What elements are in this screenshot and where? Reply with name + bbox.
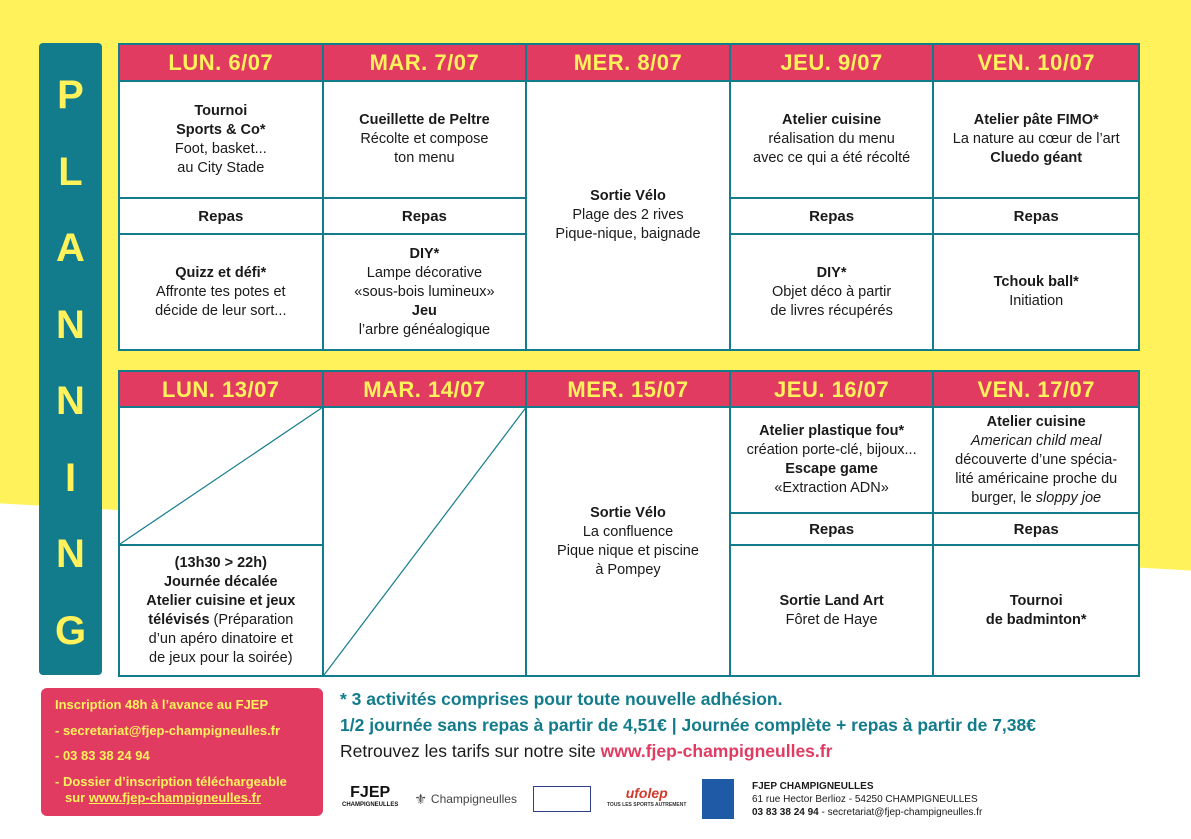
activity-fri-10-afternoon bbox=[934, 235, 1138, 349]
planning-letter: L bbox=[58, 149, 83, 194]
note-website-line bbox=[340, 738, 1160, 764]
activity-title: Atelier pâte FIMO* bbox=[973, 112, 1099, 128]
planning-letter: N bbox=[56, 379, 85, 424]
activity-fri-10-morning bbox=[934, 82, 1138, 199]
activity-title: Sortie Vélo bbox=[590, 504, 666, 521]
lunch-fri-10: Repas bbox=[934, 199, 1138, 235]
region-logo bbox=[533, 786, 591, 812]
activity-title: de badminton* bbox=[985, 611, 1087, 628]
activity-line: création porte-clé, bijoux... bbox=[746, 442, 917, 458]
contact-phone: - 03 83 38 24 94 bbox=[55, 748, 150, 763]
ufolep-logo-text: ufolep bbox=[625, 785, 668, 801]
day-header: MAR. 14/07 bbox=[324, 372, 528, 408]
lunch-fri-17: Repas bbox=[934, 514, 1138, 546]
lunch-thu-9: Repas bbox=[731, 199, 935, 235]
activity-title: Atelier plastique fou* bbox=[759, 423, 905, 439]
org-street: 61 rue Hector Berlioz - 54250 CHAMPIGNEULLES bbox=[752, 794, 978, 805]
ufolep-logo bbox=[607, 787, 686, 811]
activity-lines bbox=[146, 554, 295, 611]
activity-line: Fôret de Haye bbox=[785, 611, 878, 628]
activity-fri-17-morning bbox=[934, 408, 1138, 514]
activity-title: Cluedo géant bbox=[990, 150, 1083, 166]
activity-lines bbox=[149, 630, 293, 668]
activity-line: d’un apéro dinatoire et bbox=[148, 630, 293, 647]
org-email[interactable]: - secretariat@fjep-champigneulles.fr bbox=[818, 807, 983, 818]
activity-title: DIY* bbox=[409, 245, 440, 262]
activity-line: Objet déco à partir bbox=[771, 283, 892, 300]
day-header: LUN. 13/07 bbox=[120, 372, 324, 408]
planning-letter: N bbox=[56, 302, 85, 347]
activity-title: Sortie Land Art bbox=[779, 592, 884, 609]
activity-title: Sports & Co* bbox=[176, 121, 266, 138]
day-header: MER. 15/07 bbox=[527, 372, 731, 408]
activity-mon-6-afternoon bbox=[120, 235, 324, 349]
planning-letter: A bbox=[56, 226, 85, 271]
lunch-mon-6: Repas bbox=[120, 199, 324, 235]
week-2-table bbox=[118, 370, 1140, 677]
pricing-notes bbox=[340, 686, 1160, 764]
activity-line: découverte d’une spécia- bbox=[955, 451, 1118, 468]
fjep-logo-subtext: CHAMPIGNEULLES bbox=[342, 802, 399, 808]
activity-subtitle: American child meal bbox=[970, 432, 1102, 449]
org-contact bbox=[752, 806, 982, 819]
org-phone: 03 83 38 24 94 bbox=[752, 807, 819, 818]
activity-line: Lampe décorative bbox=[366, 264, 483, 281]
activity-title: Quizz et défi* bbox=[175, 264, 267, 281]
activity-line: La confluence bbox=[582, 523, 674, 540]
activity-line: de livres récupérés bbox=[770, 302, 893, 319]
activity-line: à Pompey bbox=[595, 561, 661, 578]
day-header: LUN. 6/07 bbox=[120, 45, 324, 82]
activity-title: Escape game bbox=[785, 461, 878, 477]
day-header: MAR. 7/07 bbox=[324, 45, 528, 82]
lunch-thu-16: Repas bbox=[731, 514, 935, 546]
activity-thu-16-morning bbox=[731, 408, 935, 514]
activity-title: Tournoi bbox=[1009, 592, 1063, 609]
contact-email[interactable]: - secretariat@fjep-champigneulles.fr bbox=[55, 722, 281, 738]
activity-title: Atelier cuisine bbox=[986, 413, 1086, 430]
activity-fri-17-afternoon bbox=[934, 546, 1138, 675]
caf-logo bbox=[702, 779, 734, 819]
address-block bbox=[752, 780, 982, 819]
activity-line: La nature au cœur de l’art bbox=[952, 131, 1120, 147]
town-crest-icon: ⚜ bbox=[414, 790, 427, 807]
lunch-tue-7: Repas bbox=[324, 199, 528, 235]
activity-mon-13-afternoon bbox=[120, 546, 324, 675]
activity-line: Foot, basket... bbox=[174, 140, 267, 157]
activity-thu-9-morning bbox=[731, 82, 935, 199]
crossed-cell-tue-14 bbox=[324, 408, 528, 675]
activity-line: Récolte et compose bbox=[360, 131, 489, 147]
activity-title: Atelier cuisine et jeux bbox=[146, 592, 296, 609]
activity-line: «sous-bois lumineux» bbox=[354, 283, 495, 300]
planning-letter: P bbox=[57, 73, 84, 117]
activity-text-bold: télévisés bbox=[148, 611, 210, 628]
activity-text: burger, le bbox=[971, 489, 1036, 506]
activity-text: (Préparation bbox=[209, 611, 294, 628]
activity-mon-6-morning bbox=[120, 82, 324, 199]
planning-letter: I bbox=[64, 455, 77, 500]
champigneulles-logo bbox=[414, 791, 517, 808]
activity-line: avec ce qui a été récolté bbox=[753, 150, 911, 166]
activity-wed-8-allday bbox=[527, 82, 731, 349]
day-header: JEU. 16/07 bbox=[731, 372, 935, 408]
registration-title: Inscription 48h à l’avance au FJEP bbox=[55, 697, 269, 712]
activity-line: l’arbre généalogique bbox=[358, 321, 491, 338]
activity-line: Pique nique et piscine bbox=[557, 542, 699, 559]
day-header: VEN. 17/07 bbox=[934, 372, 1138, 408]
activity-title: Atelier cuisine bbox=[782, 112, 882, 128]
ufolep-logo-subtext: TOUS LES SPORTS AUTREMENT bbox=[606, 802, 687, 808]
registration-site-line bbox=[55, 790, 309, 807]
activity-line: Affronte tes potes et bbox=[156, 283, 286, 300]
activity-title: Journée décalée bbox=[163, 573, 278, 590]
registration-site-link[interactable]: www.fjep-champigneulles.fr bbox=[88, 790, 261, 805]
activity-title: Jeu bbox=[411, 302, 437, 319]
partner-logos bbox=[342, 778, 742, 820]
week-1-table bbox=[118, 43, 1140, 351]
org-name: FJEP CHAMPIGNEULLES bbox=[752, 781, 874, 792]
planning-letter: N bbox=[56, 532, 85, 577]
activity-line: lité américaine proche du bbox=[955, 470, 1118, 487]
activity-title: Cueillette de Peltre bbox=[359, 112, 490, 128]
activity-line: ton menu bbox=[394, 150, 455, 166]
crossed-cell-mon-13-morning bbox=[120, 408, 324, 546]
note-pricing: 1/2 journée sans repas à partir de 4,51€ | Journée complète + repas à partir de 7,38€ bbox=[340, 715, 1036, 735]
activity-line bbox=[971, 489, 1101, 508]
activity-title: Tournoi bbox=[194, 102, 248, 119]
planning-letter: G bbox=[54, 608, 87, 653]
activity-line: réalisation du menu bbox=[768, 131, 895, 147]
champigneulles-logo-text: Champigneulles bbox=[430, 792, 517, 806]
activity-line: Plage des 2 rives bbox=[572, 207, 684, 223]
activity-title: Tchouk ball* bbox=[993, 274, 1079, 290]
activity-text-italic: sloppy joe bbox=[1035, 489, 1102, 506]
activity-line: «Extraction ADN» bbox=[774, 480, 889, 496]
website-link[interactable]: www.fjep-champigneulles.fr bbox=[600, 741, 833, 761]
fjep-logo bbox=[342, 784, 399, 811]
activity-title: (13h30 > 22h) bbox=[174, 554, 267, 571]
activity-thu-9-afternoon bbox=[731, 235, 935, 349]
activity-line: Initiation bbox=[1009, 293, 1064, 309]
day-header: VEN. 10/07 bbox=[934, 45, 1138, 82]
note-website-text: Retrouvez les tarifs sur notre site bbox=[340, 741, 601, 761]
diagonal-line bbox=[120, 408, 322, 544]
activity-line: décide de leur sort... bbox=[155, 302, 287, 319]
note-activities: * 3 activités comprises pour toute nouvelle adhésion. bbox=[340, 689, 783, 709]
registration-dossier: - Dossier d’inscription téléchargeable bbox=[55, 773, 287, 789]
activity-tue-7-afternoon bbox=[324, 235, 528, 349]
day-header: MER. 8/07 bbox=[527, 45, 731, 82]
diagonal-line bbox=[324, 408, 526, 675]
site-prefix: sur bbox=[65, 790, 89, 805]
fjep-logo-text: FJEP bbox=[350, 784, 391, 801]
activity-line: de jeux pour la soirée) bbox=[149, 649, 293, 666]
registration-info-box bbox=[41, 688, 323, 816]
activity-title: DIY* bbox=[816, 264, 847, 281]
activity-line bbox=[148, 611, 293, 630]
activity-wed-15-allday bbox=[527, 408, 731, 675]
activity-title: Sortie Vélo bbox=[590, 188, 666, 204]
day-header: JEU. 9/07 bbox=[731, 45, 935, 82]
activity-thu-16-afternoon bbox=[731, 546, 935, 675]
activity-tue-7-morning bbox=[324, 82, 528, 199]
activity-line: au City Stade bbox=[177, 159, 265, 176]
activity-line: Pique-nique, baignade bbox=[555, 226, 701, 242]
planning-banner bbox=[39, 43, 102, 675]
